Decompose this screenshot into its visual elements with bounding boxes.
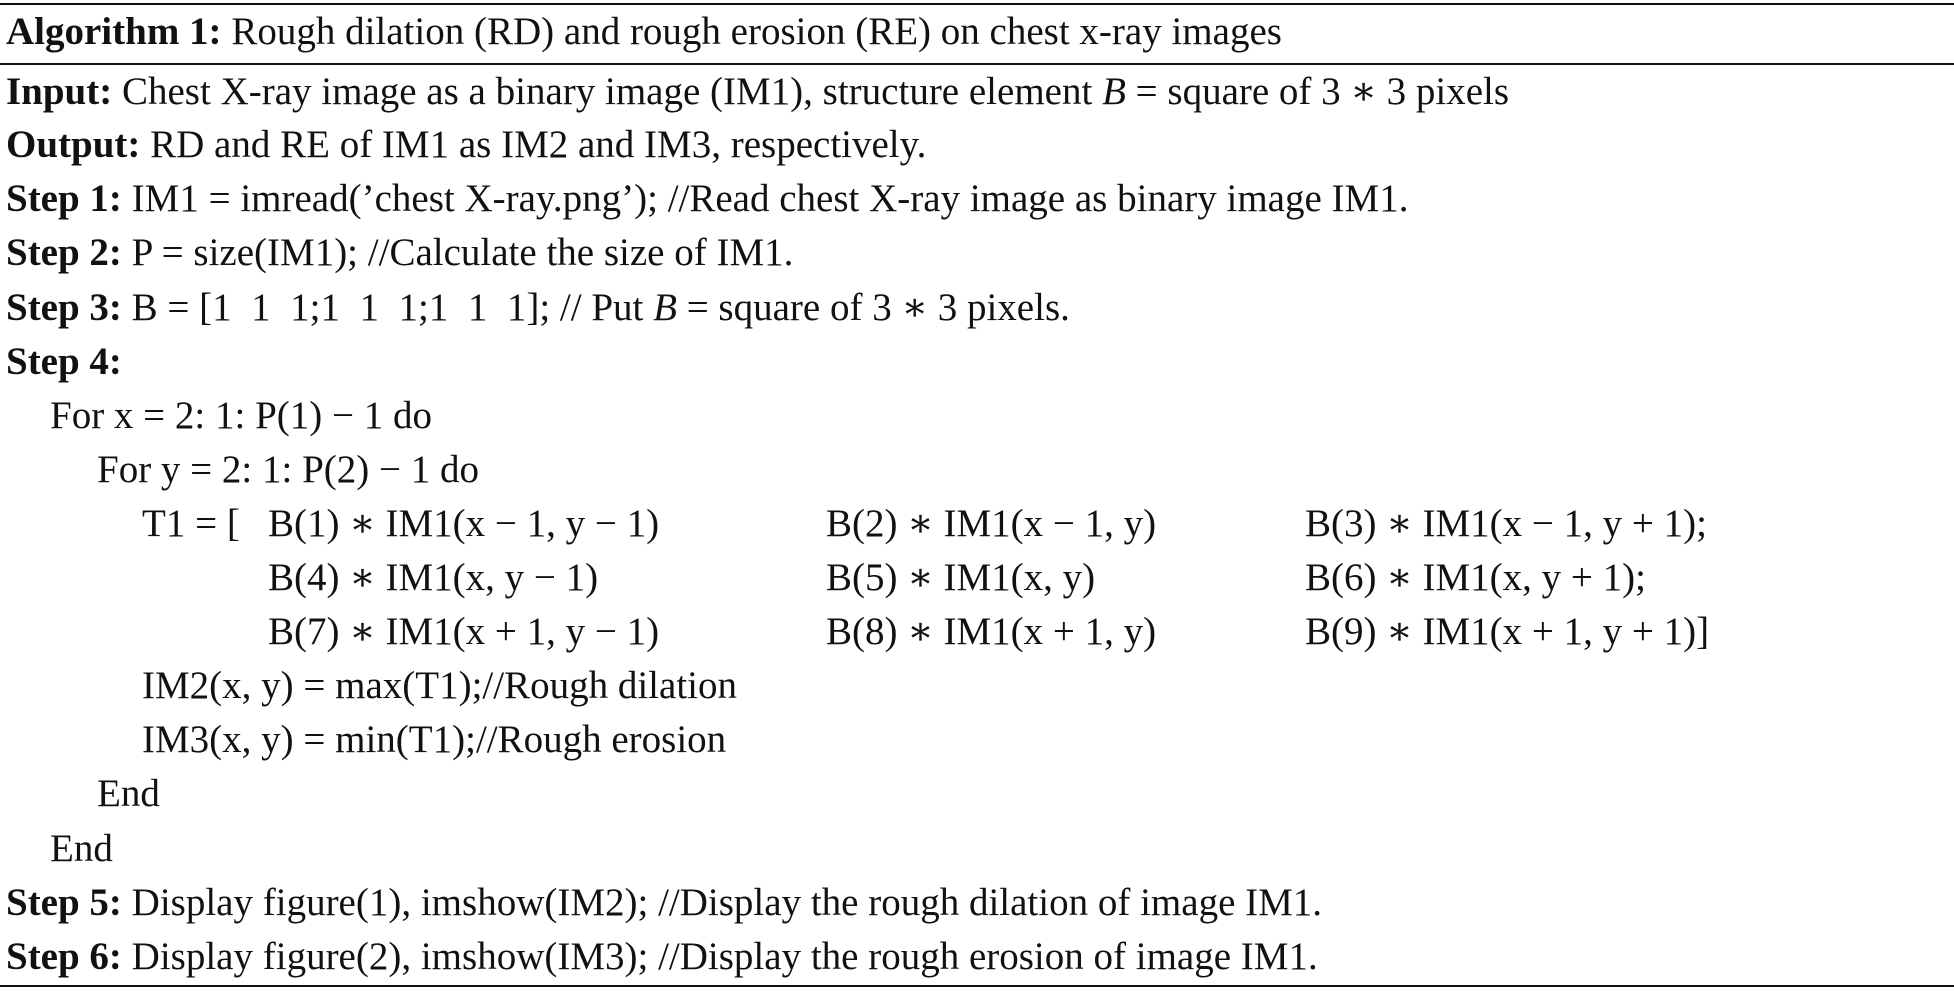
bottom-rule bbox=[0, 985, 1954, 987]
matrix-cell-3-3: B(9) ∗ IM1(x + 1, y + 1)] bbox=[1305, 610, 1710, 653]
output-text: RD and RE of IM1 as IM2 and IM3, respectively. bbox=[150, 123, 927, 166]
matrix-cell-2-3: B(6) ∗ IM1(x, y + 1); bbox=[1305, 556, 1646, 599]
for-x-loop: For x = 2: 1: P(1) − 1 do bbox=[50, 394, 433, 437]
step-3-label: Step 3: bbox=[6, 286, 122, 329]
algorithm-title-text: Rough dilation (RD) and rough erosion (RE) on chest x-ray images bbox=[231, 10, 1282, 53]
for-y-loop: For y = 2: 1: P(2) − 1 do bbox=[97, 448, 480, 491]
output-label: Output: bbox=[6, 123, 141, 166]
matrix-cell-3-2: B(8) ∗ IM1(x + 1, y) bbox=[826, 610, 1157, 653]
step-1-text: IM1 = imread(’chest X-ray.png’); //Read chest X-ray image as binary image IM1. bbox=[131, 177, 1409, 220]
step-3-text-before: B = [1 1 1;1 1 1;1 1 1]; // Put bbox=[131, 286, 654, 329]
top-rule bbox=[0, 3, 1954, 5]
im2-assignment: IM2(x, y) = max(T1);//Rough dilation bbox=[142, 664, 737, 707]
end-inner-loop: End bbox=[97, 772, 160, 815]
step-4-label: Step 4: bbox=[6, 340, 122, 383]
matrix-cell-1-2: B(2) ∗ IM1(x − 1, y) bbox=[826, 502, 1157, 545]
end-outer-loop: End bbox=[50, 827, 113, 870]
input-text-before: Chest X-ray image as a binary image (IM1), structure element bbox=[121, 70, 1103, 113]
input-text-after: = square of 3 ∗ 3 pixels bbox=[1125, 70, 1510, 113]
input-line bbox=[6, 70, 1509, 114]
im3-assignment: IM3(x, y) = min(T1);//Rough erosion bbox=[142, 718, 727, 761]
step-1-label: Step 1: bbox=[6, 177, 122, 220]
step-2-text: P = size(IM1); //Calculate the size of IM1. bbox=[131, 231, 794, 274]
step-3-line bbox=[6, 286, 1070, 330]
step-5-text: Display figure(1), imshow(IM2); //Display the rough dilation of image IM1. bbox=[131, 881, 1323, 924]
step-6-label: Step 6: bbox=[6, 935, 122, 978]
step-2-line bbox=[6, 231, 793, 275]
step-3-text-after: = square of 3 ∗ 3 pixels. bbox=[676, 286, 1070, 329]
step-6-line bbox=[6, 935, 1318, 979]
step-5-label: Step 5: bbox=[6, 881, 122, 924]
matrix-cell-3-1: B(7) ∗ IM1(x + 1, y − 1) bbox=[268, 610, 660, 653]
step-1-line bbox=[6, 177, 1408, 221]
input-var: B bbox=[1102, 70, 1126, 113]
step-2-label: Step 2: bbox=[6, 231, 122, 274]
algorithm-title bbox=[6, 10, 1282, 54]
step-6-text: Display figure(2), imshow(IM3); //Display the rough erosion of image IM1. bbox=[131, 935, 1318, 978]
matrix-cell-1-3: B(3) ∗ IM1(x − 1, y + 1); bbox=[1305, 502, 1707, 545]
step-4-line bbox=[6, 340, 122, 384]
matrix-cell-2-1: B(4) ∗ IM1(x, y − 1) bbox=[268, 556, 599, 599]
algorithm-label: Algorithm 1: bbox=[6, 10, 222, 53]
t1-prefix: T1 = [ bbox=[142, 502, 240, 545]
header-rule bbox=[0, 63, 1954, 65]
matrix-cell-2-2: B(5) ∗ IM1(x, y) bbox=[826, 556, 1096, 599]
input-label: Input: bbox=[6, 70, 113, 113]
step-5-line bbox=[6, 881, 1322, 925]
output-line bbox=[6, 123, 926, 167]
matrix-cell-1-1: B(1) ∗ IM1(x − 1, y − 1) bbox=[268, 502, 660, 545]
step-3-var: B bbox=[653, 286, 677, 329]
